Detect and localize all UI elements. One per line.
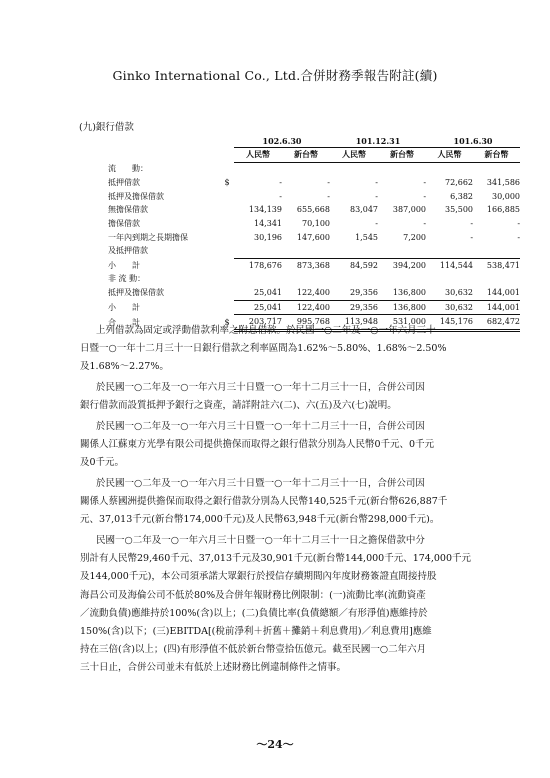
paragraph-line: 於民國一○二年及一○一年六月三十日暨一○一年十二月三十一日，合併公司因 — [96, 382, 425, 393]
table-cell: 387,000 — [392, 205, 427, 215]
table-cell — [330, 162, 378, 176]
table-cell: - — [517, 232, 521, 242]
table-cell: 35,500 — [445, 205, 474, 215]
paragraph — [80, 475, 528, 530]
table-cell: - — [423, 191, 427, 201]
table-cell: - — [470, 218, 474, 228]
table-cell: 136,800 — [378, 286, 426, 300]
paragraph-line: 及144,000千元)，本公司須承諾大眾銀行於授信存續期間內年度財務簽證直間接持股 — [80, 571, 437, 583]
table-cell — [282, 272, 330, 286]
table-cell: - — [423, 218, 427, 228]
table-cell: 341,586 — [486, 178, 521, 188]
paragraph-line: 關係人蔡國洲提供擔保而取得之銀行借款分別為人民幣140,525千元(新台幣626,887千 — [80, 496, 448, 508]
table-cell: - — [327, 178, 330, 188]
table-cell: 83,047 — [350, 205, 378, 215]
table-cell: 136,800 — [378, 300, 426, 315]
paragraph-line: 關係人江蘇東方光學有限公司提供擔保而取得之銀行借款分別為人民幣0千元、0千元 — [80, 439, 435, 451]
currency-symbol — [220, 162, 234, 176]
table-cell: 70,100 — [302, 218, 330, 228]
table-cell: 873,368 — [296, 260, 330, 270]
currency-header: 新台幣 — [378, 148, 426, 163]
section-title: (九)銀行借款 — [79, 122, 134, 133]
currency-header: 人民幣 — [330, 148, 378, 163]
table-cell: 144,001 — [473, 286, 520, 300]
table-cell — [234, 244, 282, 258]
table-cell — [426, 244, 473, 258]
table-row — [108, 258, 520, 272]
page-number: ～24～ — [256, 738, 294, 751]
paragraph-line: 銀行借款而設質抵押予銀行之資產，請詳附註六(二)、六(五)及六(七)說明。 — [80, 400, 397, 412]
currency-header: 新台幣 — [473, 148, 520, 163]
currency-symbol — [220, 300, 234, 315]
currency-symbol — [220, 286, 234, 300]
paragraph-line: 民國一○二年及一○一年六月三十日暨一○一年十二月三十一日之擔保借款中分 — [96, 535, 425, 546]
table-cell — [282, 162, 330, 176]
table-cell: 682,472 — [473, 315, 520, 331]
table-cell: 203,717 — [234, 315, 282, 331]
table-cell: 145,176 — [426, 315, 473, 331]
row-label: 合 計 — [108, 317, 140, 327]
table-cell: 1,545 — [355, 232, 378, 242]
table-cell — [234, 162, 282, 176]
table-cell: - — [279, 178, 282, 188]
date-header-row — [108, 135, 520, 148]
paragraph-line: 150%(含)以下；(三)EBITDA[(稅前淨利＋折舊＋攤銷＋利息費用)／利息費用]應維 — [80, 626, 432, 638]
date-header: 101.12.31 — [330, 135, 426, 148]
currency-symbol — [220, 190, 234, 204]
table-cell: - — [375, 191, 378, 201]
table-cell: 147,600 — [296, 232, 330, 242]
row-label: 流 動： — [108, 164, 148, 174]
row-label: 無擔保借款 — [108, 205, 148, 215]
row-label: 小 計 — [108, 260, 140, 270]
paragraph — [80, 532, 528, 678]
table-cell: 122,400 — [282, 286, 330, 300]
table-cell: 30,196 — [254, 232, 282, 242]
table-cell: 30,632 — [426, 286, 473, 300]
currency-symbol — [220, 231, 234, 245]
row-label: 擔保借款 — [108, 218, 140, 228]
row-label: 抵押及擔保借款 — [108, 288, 164, 298]
paragraph — [80, 418, 528, 473]
table-cell: 531,000 — [378, 315, 426, 331]
table-cell — [234, 272, 282, 286]
currency-header-row — [108, 148, 520, 163]
table-row — [108, 272, 520, 286]
table-cell: 30,632 — [426, 300, 473, 315]
table-cell: 122,400 — [282, 300, 330, 315]
table-cell: - — [375, 218, 378, 228]
table-cell — [330, 272, 378, 286]
table-cell: 134,139 — [248, 205, 282, 215]
paragraph-line: 三十日止，合併公司並未有低於上述財務比例違制條件之情事。 — [80, 662, 347, 674]
date-header: 101.6.30 — [426, 135, 520, 148]
row-label: 一年內到期之長期擔保 — [108, 232, 188, 242]
table-row — [108, 162, 520, 176]
table-cell: 14,341 — [254, 218, 282, 228]
bank-loans-table — [108, 135, 520, 332]
currency-header: 新台幣 — [282, 148, 330, 163]
table-row — [108, 176, 520, 190]
paragraph — [80, 379, 528, 415]
table-cell: 25,041 — [234, 300, 282, 315]
table-cell — [426, 272, 473, 286]
table-cell — [426, 162, 473, 176]
paragraph-line: 於民國一○二年及一○一年六月三十日暨一○一年十二月三十一日，合併公司因 — [96, 478, 425, 489]
table-cell: 394,200 — [392, 260, 427, 270]
paragraph-line: 及0千元。 — [80, 457, 125, 469]
row-label: 非 流 動： — [108, 274, 146, 284]
table-cell: - — [517, 218, 521, 228]
paragraph-line: 持在三倍(含)以上；(四)有形淨值不低於新台幣壹拾伍億元。截至民國一○二年六月 — [80, 644, 427, 656]
table-cell: - — [470, 232, 474, 242]
table-cell: - — [327, 191, 330, 201]
currency-header: 人民幣 — [426, 148, 473, 163]
table-cell: 29,356 — [330, 286, 378, 300]
table-cell: 538,471 — [486, 260, 521, 270]
table-cell — [330, 244, 378, 258]
currency-symbol: $ — [224, 317, 230, 327]
table-cell: 84,592 — [350, 260, 378, 270]
table-cell: 995,768 — [282, 315, 330, 331]
paragraph-line: 日暨一○一年十二月三十一日銀行借款之利率區間為1.62%～5.80%、1.68%～2.50% — [80, 343, 447, 355]
table-cell — [473, 244, 520, 258]
table-cell: 6,382 — [450, 191, 474, 201]
currency-symbol — [220, 272, 234, 286]
page-title: Ginko International Co., Ltd.合併財務季報告附註(續) — [112, 68, 438, 83]
table-cell: - — [423, 178, 427, 188]
table-cell: 178,676 — [248, 260, 282, 270]
row-label: 小 計 — [108, 302, 140, 312]
table-row — [108, 190, 520, 204]
table-cell: 166,885 — [486, 205, 521, 215]
table-cell — [378, 244, 426, 258]
paragraph-line: 別計有人民幣29,460千元、37,013千元及30,901千元(新台幣144,000千元、174,000千元 — [80, 553, 471, 565]
table-row — [108, 203, 520, 217]
table-cell: - — [375, 178, 378, 188]
paragraph-line: 海昌公司及海倫公司不低於80%及合併年報財務比例限制：(一)流動比率(流動資產 — [80, 589, 426, 601]
paragraph-line: ／流動負債)應維持於100%(含)以上；(二)負債比率(負債總額／有形淨值)應維持於 — [80, 607, 428, 619]
table-cell: 114,544 — [439, 260, 474, 270]
currency-symbol — [220, 258, 234, 272]
table-row — [108, 300, 520, 315]
table-cell — [282, 244, 330, 258]
row-label: 抵押借款 — [108, 178, 140, 188]
paragraph-line: 於民國一○二年及一○一年六月三十日暨一○一年十二月三十一日，合併公司因 — [96, 421, 425, 432]
table-cell: 30,000 — [492, 191, 521, 201]
table-row — [108, 286, 520, 300]
table-cell: 72,662 — [445, 178, 474, 188]
table-cell — [473, 272, 520, 286]
currency-symbol: $ — [224, 178, 230, 188]
paragraph-line: 上列借款為固定或浮動借款利率之附息借款。於民國一○二年及一○一年六月三十 — [96, 325, 436, 336]
currency-symbol — [220, 203, 234, 217]
table-cell: 29,356 — [330, 300, 378, 315]
row-label: 及抵押借款 — [108, 246, 148, 256]
table-cell: - — [279, 191, 282, 201]
currency-symbol — [220, 217, 234, 231]
table-row — [108, 217, 520, 231]
table-row — [108, 231, 520, 245]
currency-symbol — [220, 244, 234, 258]
table-cell: 113,948 — [330, 315, 378, 331]
table-cell: 655,668 — [296, 205, 330, 215]
date-header: 102.6.30 — [234, 135, 330, 148]
paragraph — [80, 322, 528, 377]
paragraph-line: 及1.68%～2.27%。 — [80, 361, 169, 373]
bank-loans-table-body — [108, 135, 520, 330]
table-cell: 25,041 — [234, 286, 282, 300]
table-cell: 7,200 — [403, 232, 427, 242]
row-label: 抵押及擔保借款 — [108, 191, 164, 201]
table-cell: 144,001 — [473, 300, 520, 315]
table-cell — [378, 272, 426, 286]
currency-header: 人民幣 — [234, 148, 282, 163]
table-cell — [473, 162, 520, 176]
table-cell — [378, 162, 426, 176]
paragraph-line: 元、37,013千元(新台幣174,000千元)及人民幣63,948千元(新台幣298,000千元)。 — [80, 514, 440, 526]
table-row — [108, 244, 520, 258]
